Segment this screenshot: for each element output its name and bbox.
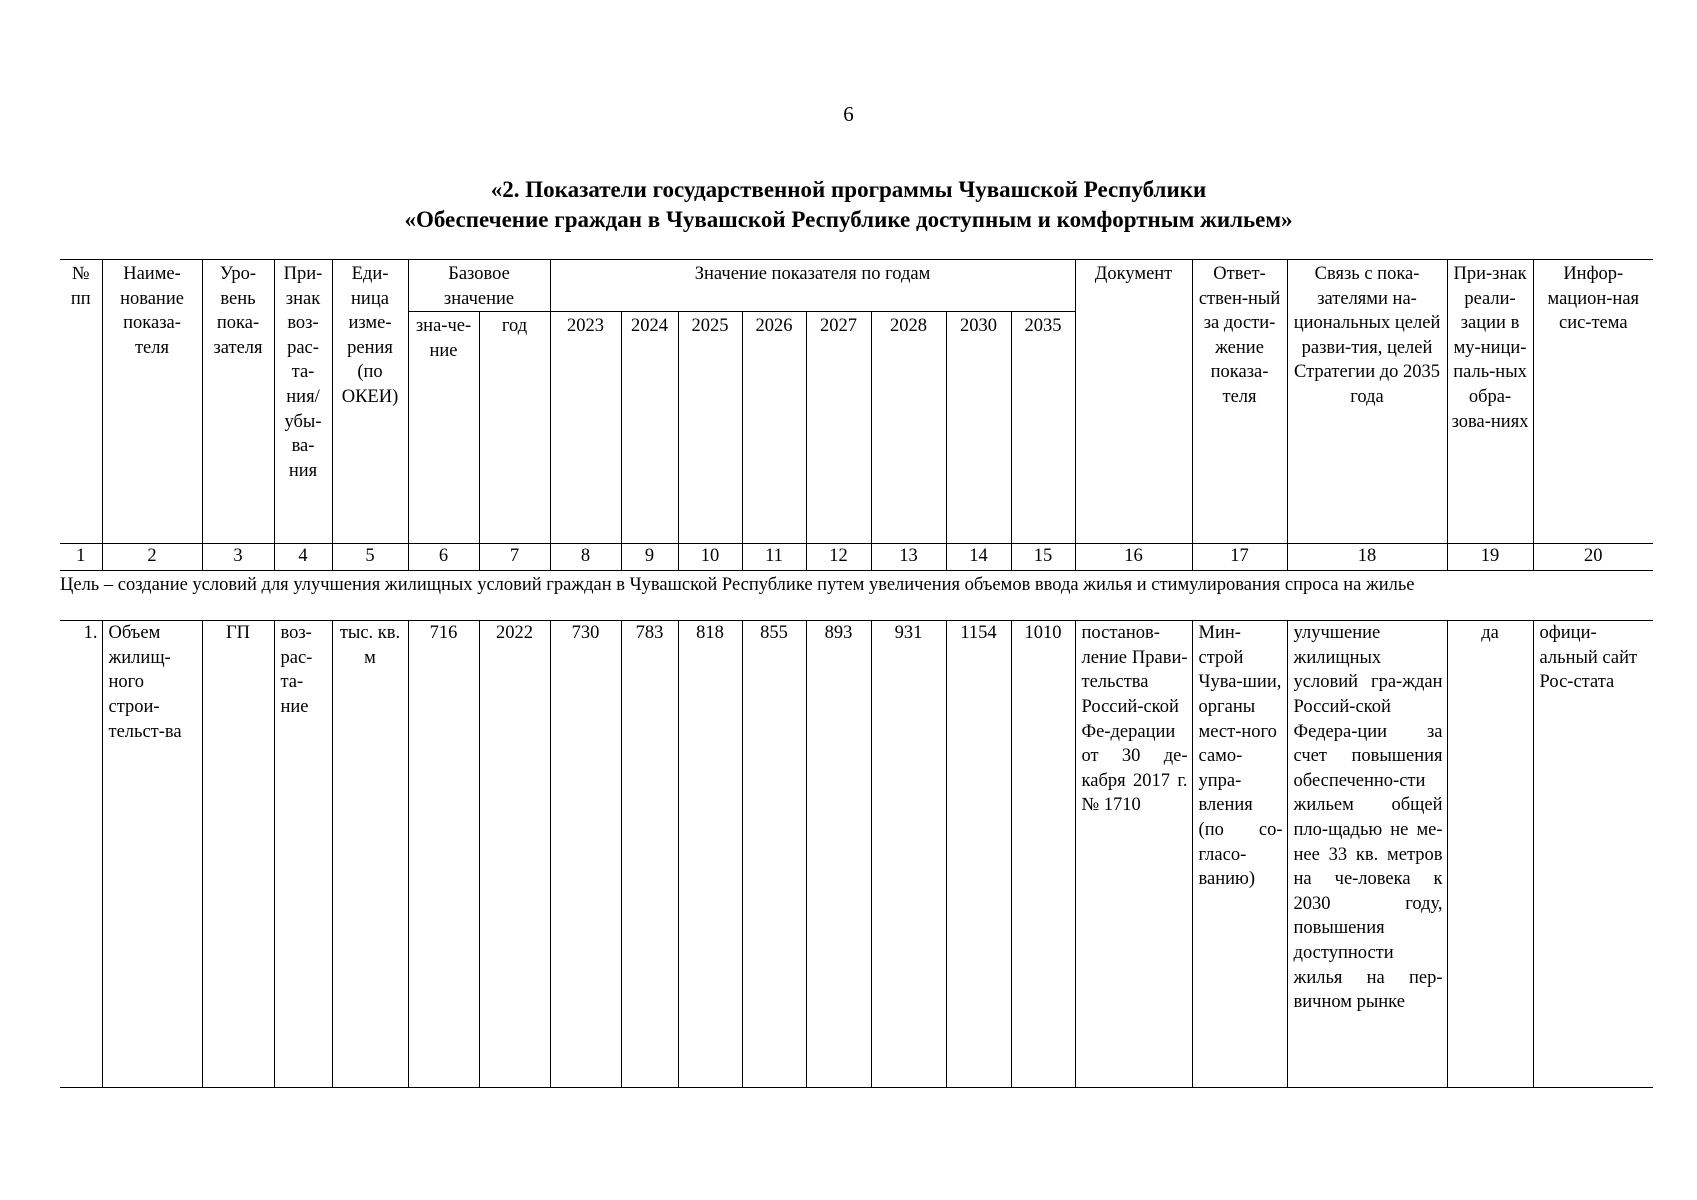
row-info-system: офици-альный сайт Рос-стата (1533, 621, 1653, 1088)
row-municipal: да (1447, 621, 1533, 1088)
column-number: 5 (332, 544, 408, 571)
column-number: 13 (871, 544, 946, 571)
header-municipal: При-знак реали-зации в му-ници-паль-ных обра-зова-ниях (1447, 260, 1533, 544)
column-number: 12 (806, 544, 871, 571)
header-num: № пп (60, 260, 102, 544)
column-number: 20 (1533, 544, 1653, 571)
title-line-2: «Обеспечение граждан в Чувашской Республике доступным и комфортным жильем» (404, 207, 1293, 232)
header-year-2028: 2028 (871, 312, 946, 544)
table-row (60, 621, 1653, 1088)
header-year-2030: 2030 (946, 312, 1011, 544)
header-link: Связь с пока-зателями на-циональных целей разви-тия, целей Стратегии до 2035 года (1287, 260, 1447, 544)
column-number: 10 (678, 544, 742, 571)
row-name: Объем жилищ-ного строи-тельст-ва (102, 621, 202, 1088)
column-number: 14 (946, 544, 1011, 571)
row-responsible: Мин-строй Чува-шии, органы мест-ного само-упра-вления (по со-гласо-ванию) (1192, 621, 1287, 1088)
header-year-2027: 2027 (806, 312, 871, 544)
column-number: 7 (479, 544, 550, 571)
document-title (0, 175, 1697, 235)
row-value-2030: 1154 (946, 621, 1011, 1088)
header-base-value: зна-че-ние (408, 312, 479, 544)
header-year-2025: 2025 (678, 312, 742, 544)
column-number: 19 (1447, 544, 1533, 571)
column-number: 1 (60, 544, 102, 571)
header-level: Уро-вень пока-зателя (202, 260, 274, 544)
column-number: 9 (621, 544, 678, 571)
header-info-system: Инфор-мацион-ная сис-тема (1533, 260, 1653, 544)
header-years-group: Значение показателя по годам (550, 260, 1075, 312)
column-number: 3 (202, 544, 274, 571)
row-value-2025: 818 (678, 621, 742, 1088)
column-number: 15 (1011, 544, 1075, 571)
header-sign: При-знак воз-рас-та-ния/ убы-ва-ния (274, 260, 332, 544)
header-name: Наиме-нование показа-теля (102, 260, 202, 544)
row-num: 1. (60, 621, 102, 1088)
title-line-1: «2. Показатели государственной программы Чувашской Республики (490, 177, 1207, 202)
header-year-2026: 2026 (742, 312, 806, 544)
row-link: улучшение жилищных условий гра-ждан Россий-ской Федера-ции за счет повышения обеспеченно-сти жильем общей пло-щадью не ме-нее 33 кв. метров на че-ловека к 2030 году, повышения доступности жилья на пер-вичном рынке (1287, 621, 1447, 1088)
header-year-2035: 2035 (1011, 312, 1075, 544)
column-number: 17 (1192, 544, 1287, 571)
column-number: 6 (408, 544, 479, 571)
column-number: 2 (102, 544, 202, 571)
page-number: 6 (843, 102, 854, 126)
row-value-2028: 931 (871, 621, 946, 1088)
column-numbers-row (60, 544, 1653, 571)
row-value-2035: 1010 (1011, 621, 1075, 1088)
header-unit: Еди-ница изме-рения (по ОКЕИ) (332, 260, 408, 544)
row-value-2027: 893 (806, 621, 871, 1088)
header-row-1 (60, 260, 1653, 312)
header-base: Базовое значение (408, 260, 550, 312)
row-document: постанов-ление Прави-тельства Россий-ской Фе-дерации от 30 де-кабря 2017 г. № 1710 (1075, 621, 1192, 1088)
header-base-year: год (479, 312, 550, 544)
row-sign: воз-рас-та-ние (274, 621, 332, 1088)
row-base-year: 2022 (479, 621, 550, 1088)
row-base-value: 716 (408, 621, 479, 1088)
goal-text: Цель – создание условий для улучшения жилищных условий граждан в Чувашской Республике путем увеличения объемов ввода жилья и стимулирования спроса на жилье (60, 571, 1653, 621)
header-document: Документ (1075, 260, 1192, 544)
column-number: 18 (1287, 544, 1447, 571)
row-level: ГП (202, 621, 274, 1088)
row-unit: тыс. кв. м (332, 621, 408, 1088)
header-year-2023: 2023 (550, 312, 621, 544)
column-number: 8 (550, 544, 621, 571)
row-value-2024: 783 (621, 621, 678, 1088)
column-number: 16 (1075, 544, 1192, 571)
indicators-table (60, 259, 1653, 1088)
row-value-2023: 730 (550, 621, 621, 1088)
header-year-2024: 2024 (621, 312, 678, 544)
goal-row (60, 571, 1653, 621)
column-number: 4 (274, 544, 332, 571)
row-value-2026: 855 (742, 621, 806, 1088)
column-number: 11 (742, 544, 806, 571)
header-responsible: Ответ-ствен-ный за дости-жение показа-теля (1192, 260, 1287, 544)
